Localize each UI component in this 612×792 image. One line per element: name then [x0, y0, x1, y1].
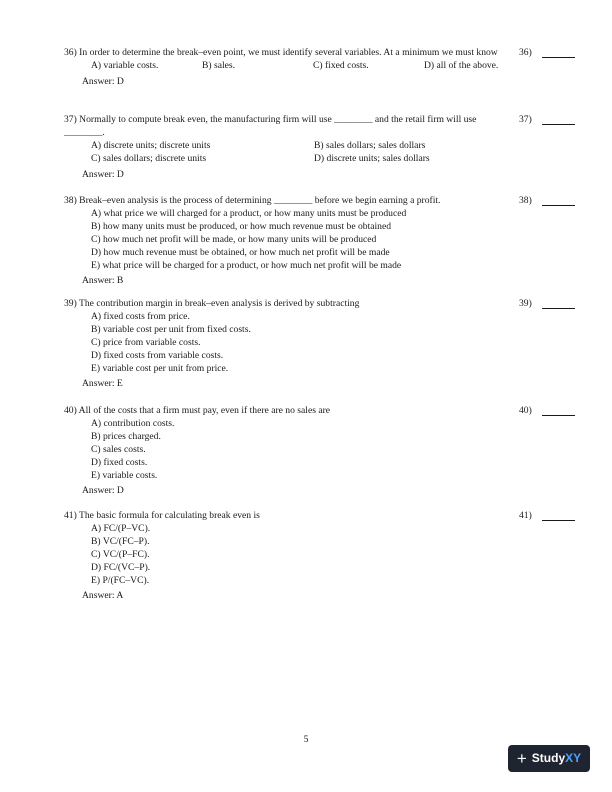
- question-39: [64, 298, 612, 391]
- option-e: E) what price will be charged for a product, or how much net profit will be made: [91, 259, 402, 271]
- logo-text: StudyXY: [531, 751, 582, 766]
- question-number: 36): [519, 47, 532, 58]
- question-stem: 37) Normally to compute break even, the manufacturing firm will use ________ and the retail firm will use ________.: [64, 114, 477, 138]
- question-36: [64, 47, 612, 89]
- option-a: A) discrete units; discrete units: [91, 139, 211, 151]
- option-d: D) all of the above.: [424, 59, 499, 71]
- option-d: D) fixed costs from variable costs.: [91, 349, 224, 361]
- answer: Answer: D: [82, 75, 124, 87]
- plus-icon: +: [516, 749, 527, 768]
- answer-blank[interactable]: [542, 124, 575, 125]
- question-number: 39): [519, 298, 532, 309]
- options: [64, 311, 612, 376]
- options: [64, 140, 612, 166]
- option-d: D) discrete units; sales dollars: [314, 152, 430, 164]
- question-stem: 36) In order to determine the break–even point, we must identify several variables. At a minimum we must know: [64, 47, 498, 58]
- option-b: B) prices charged.: [91, 430, 161, 442]
- answer: Answer: D: [82, 485, 124, 497]
- answer: Answer: B: [82, 275, 124, 287]
- question-41: [64, 510, 612, 603]
- option-d: D) fixed costs.: [91, 456, 148, 468]
- question-stem: 39) The contribution margin in break–even analysis is derived by subtracting: [64, 298, 360, 309]
- answer-blank[interactable]: [542, 57, 575, 58]
- option-a: A) contribution costs.: [91, 417, 175, 429]
- option-e: E) variable costs.: [91, 469, 158, 481]
- option-a: A) variable costs.: [91, 59, 159, 71]
- question-stem: 40) All of the costs that a firm must pay, even if there are no sales are: [64, 405, 331, 416]
- question-stem: 41) The basic formula for calculating break even is: [64, 510, 260, 521]
- options: [64, 60, 612, 73]
- option-e: E) P/(FC–VC).: [91, 574, 150, 586]
- option-b: B) variable cost per unit from fixed costs.: [91, 323, 251, 335]
- option-c: C) sales dollars; discrete units: [91, 152, 207, 164]
- option-a: A) FC/(P–VC).: [91, 522, 151, 534]
- options: [64, 523, 612, 588]
- question-38: [64, 195, 612, 288]
- option-a: A) what price we will charged for a product, or how many units must be produced: [91, 207, 407, 219]
- option-a: A) fixed costs from price.: [91, 310, 190, 322]
- studyxy-logo[interactable]: [508, 745, 590, 772]
- question-40: [64, 405, 612, 498]
- answer-blank[interactable]: [542, 520, 575, 521]
- question-number: 38): [519, 195, 532, 206]
- answer: Answer: E: [82, 378, 123, 390]
- question-number: 37): [519, 114, 532, 125]
- answer: Answer: A: [82, 590, 124, 602]
- question-37: [64, 114, 612, 182]
- option-c: C) fixed costs.: [313, 59, 369, 71]
- answer: Answer: D: [82, 168, 124, 180]
- option-e: E) variable cost per unit from price.: [91, 362, 229, 374]
- option-c: C) how much net profit will be made, or how many units will be produced: [91, 233, 377, 245]
- answer-blank[interactable]: [542, 205, 575, 206]
- option-c: C) sales costs.: [91, 443, 146, 455]
- answer-blank[interactable]: [542, 308, 575, 309]
- option-b: B) how many units must be produced, or how much revenue must be obtained: [91, 220, 392, 232]
- question-number: 40): [519, 405, 532, 416]
- options: [64, 208, 612, 273]
- option-b: B) sales.: [202, 59, 236, 71]
- option-d: D) how much revenue must be obtained, or how much net profit will be made: [91, 246, 390, 258]
- option-b: B) VC/(FC–P).: [91, 535, 150, 547]
- option-c: C) price from variable costs.: [91, 336, 201, 348]
- answer-blank[interactable]: [542, 415, 575, 416]
- options: [64, 418, 612, 483]
- option-b: B) sales dollars; sales dollars: [314, 139, 426, 151]
- option-c: C) VC/(P–FC).: [91, 548, 150, 560]
- question-number: 41): [519, 510, 532, 521]
- option-d: D) FC/(VC–P).: [91, 561, 151, 573]
- page-number: 5: [303, 734, 309, 745]
- question-stem: 38) Break–even analysis is the process of determining ________ before we begin earning a profit.: [64, 195, 441, 206]
